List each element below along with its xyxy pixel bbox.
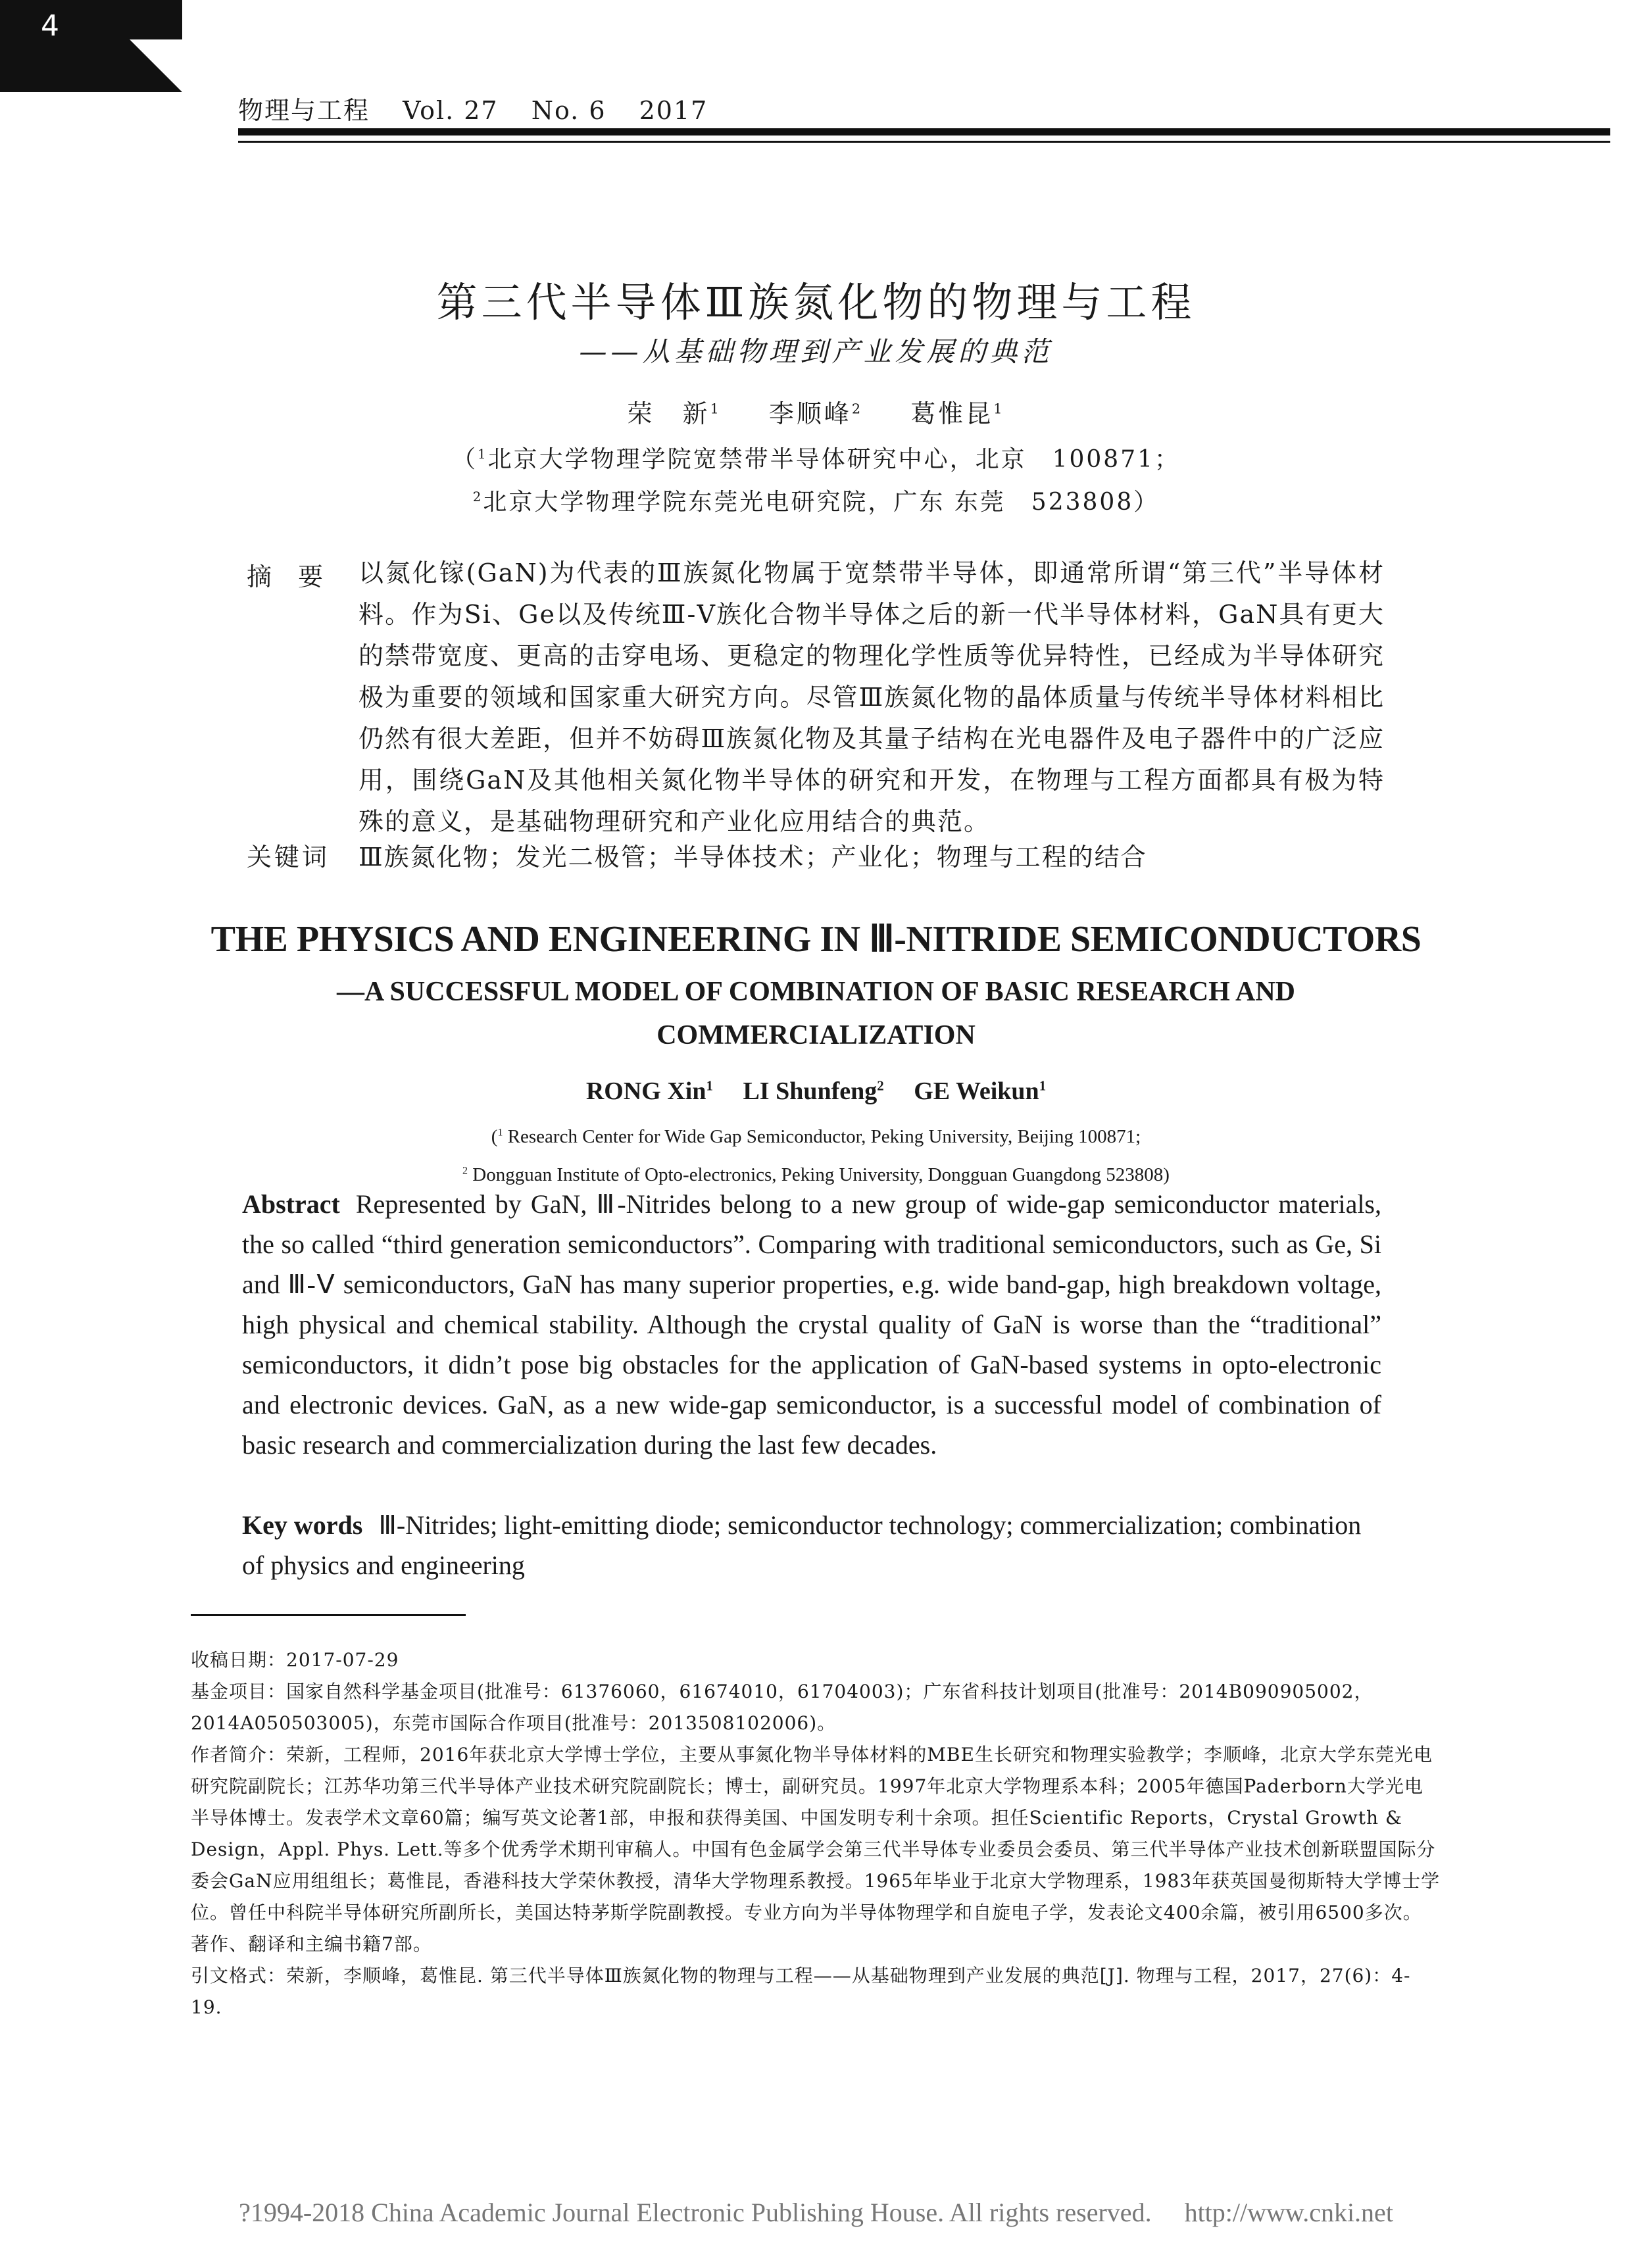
en-keywords <box>242 1505 1381 1585</box>
cn-keywords-label: 关键词 <box>247 843 330 872</box>
cn-authors <box>0 393 1632 430</box>
en-authors <box>0 1077 1632 1106</box>
author-bio: 作者简介：荣新，工程师，2016年获北京大学博士学位，主要从事氮化物半导体材料的MBE生长研究和物理实验教学；李顺峰，北京大学东莞光电研究院副院长；江苏华功第三代半导体产业技术研究院副院长；博士，副研究员。1997年北京大学物理系本科；2005年德国Paderborn大学光电半导体博士。发表学术文章60篇；编写英文论著1部，申报和获得美国、中国发明专利十余项。担任Scientific Reports，Crystal Growth & Design，Appl. Phys. Lett.等多个优秀学术期刊审稿人。中国有色金属学会第三代半导体专业委员会委员、第三代半导体产业技术创新联盟国际分委会GaN应用组组长；葛惟昆，香港科技大学荣休教授，清华大学物理系教授。1965年毕业于北京大学物理系，1983年获英国曼彻斯特大学博士学位。曾任中科院半导体研究所副所长，美国达特茅斯学院副教授。专业方向为半导体物理学和自旋电子学，发表论文400余篇，被引用6500多次。著作、翻译和主编书籍7部。 <box>191 1744 1441 1955</box>
cn-affiliation-2: $^2$北京大学物理学院东莞光电研究院，广东 东莞 523808） <box>472 489 1160 516</box>
journal-issue: No. 6 <box>531 96 606 125</box>
cn-title: 第三代半导体Ⅲ族氮化物的物理与工程 <box>436 278 1196 326</box>
received-date: 收稿日期：2017-07-29 <box>191 1649 399 1671</box>
en-keywords-label: Key words <box>242 1510 363 1540</box>
page-corner-fold <box>130 39 182 92</box>
cn-affiliation-1: （$^1$北京大学物理学院宽禁带半导体研究中心，北京 100871； <box>451 446 1181 473</box>
copyright-footer <box>0 2197 1632 2228</box>
funding-note: 基金项目：国家自然科学基金项目(批准号：61376060，61674010，61704003)；广东省科技计划项目(批准号：2014B090905002，2014A050503005)，东莞市国际合作项目(批准号：2013508102006)。 <box>191 1681 1373 1734</box>
cn-abstract-text: 以氮化镓(GaN)为代表的Ⅲ族氮化物属于宽禁带半导体，即通常所谓“第三代”半导体材料。作为Si、Ge以及传统Ⅲ-Ⅴ族化合物半导体之后的新一代半导体材料，GaN具有更大的禁带宽度、更高的击穿电场、更稳定的物理化学性质等优异特性，已经成为半导体研究极为重要的领域和国家重大研究方向。尽管Ⅲ族氮化物的晶体质量与传统半导体材料相比仍然有很大差距，但并不妨碍Ⅲ族氮化物及其量子结构在光电器件及电子器件中的广泛应用，围绕GaN及其他相关氮化物半导体的研究和开发，在物理与工程方面都具有极为特殊的意义，是基础物理研究和产业化应用结合的典范。 <box>359 558 1385 836</box>
en-affiliation-1: ($^1$ Research Center for Wide Gap Semiconductor, Peking University, Beijing 100871; <box>491 1126 1141 1147</box>
en-abstract-label: Abstract <box>242 1189 340 1219</box>
cn-subtitle: ——从基础物理到产业发展的典范 <box>579 335 1053 368</box>
en-keywords-text: Ⅲ-Nitrides; light-emitting diode; semiconductor technology; commercialization; combination of physics and engineering <box>242 1510 1362 1580</box>
en-author: GE Weikun$^1$ <box>914 1077 1047 1105</box>
en-abstract-text: Represented by GaN, Ⅲ-Nitrides belong to a new group of wide-gap semiconductor materials, the so called “third generation semiconductors”. Comparing with traditional semiconductors, such as Ge, Si and Ⅲ-Ⅴ semiconductors, GaN has many superior properties, e.g. wide band-gap, high breakdown voltage, high physical and chemical stability. Although the crystal quality of GaN is worse than the “traditional” semiconductors, it didn’t pose big obstacles for the application of GaN-based systems in opto-electronic and electronic devices. GaN, as a new wide-gap semiconductor, is a successful model of combination of basic research and commercialization during the last few decades. <box>242 1189 1381 1460</box>
footnotes <box>191 1644 1441 2023</box>
cn-author: 李顺峰$^2$ <box>768 399 864 428</box>
header-rule-thin <box>238 141 1610 143</box>
cn-author: 葛惟昆$^1$ <box>910 399 1005 428</box>
citation-format: 引文格式：荣新，李顺峰，葛惟昆. 第三代半导体Ⅲ族氮化物的物理与工程——从基础物理到产业发展的典范[J]. 物理与工程，2017，27(6)：4-19. <box>191 1965 1411 2018</box>
copyright-text: ?1994-2018 China Academic Journal Electronic Publishing House. All rights reserved. <box>239 2198 1152 2227</box>
running-header <box>238 90 731 126</box>
en-author: LI Shunfeng$^2$ <box>743 1077 884 1105</box>
cn-author: 荣 新$^1$ <box>627 399 722 428</box>
en-title: THE PHYSICS AND ENGINEERING IN Ⅲ-NITRIDE SEMICONDUCTORS <box>210 919 1422 960</box>
en-abstract <box>242 1184 1381 1465</box>
page-number-tab <box>0 0 182 92</box>
journal-volume: Vol. 27 <box>403 96 499 125</box>
cn-abstract-label: 摘要 <box>247 562 350 591</box>
en-affiliation-2: $^2$ Dongguan Institute of Opto-electronics, Peking University, Dongguan Guangdong 523808) <box>462 1164 1170 1185</box>
copyright-url[interactable]: http://www.cnki.net <box>1184 2198 1393 2227</box>
journal-name: 物理与工程 <box>238 96 370 125</box>
header-rule-thick <box>238 128 1610 136</box>
journal-year: 2017 <box>639 96 708 125</box>
cn-keywords-text: Ⅲ族氮化物；发光二极管；半导体技术；产业化；物理与工程的结合 <box>359 843 1147 872</box>
page-number: 4 <box>41 9 59 43</box>
en-author: RONG Xin$^1$ <box>585 1077 713 1105</box>
footnote-divider <box>191 1614 466 1616</box>
en-subtitle: —A SUCCESSFUL MODEL OF COMBINATION OF BASIC RESEARCH AND COMMERCIALIZATION <box>337 977 1295 1050</box>
